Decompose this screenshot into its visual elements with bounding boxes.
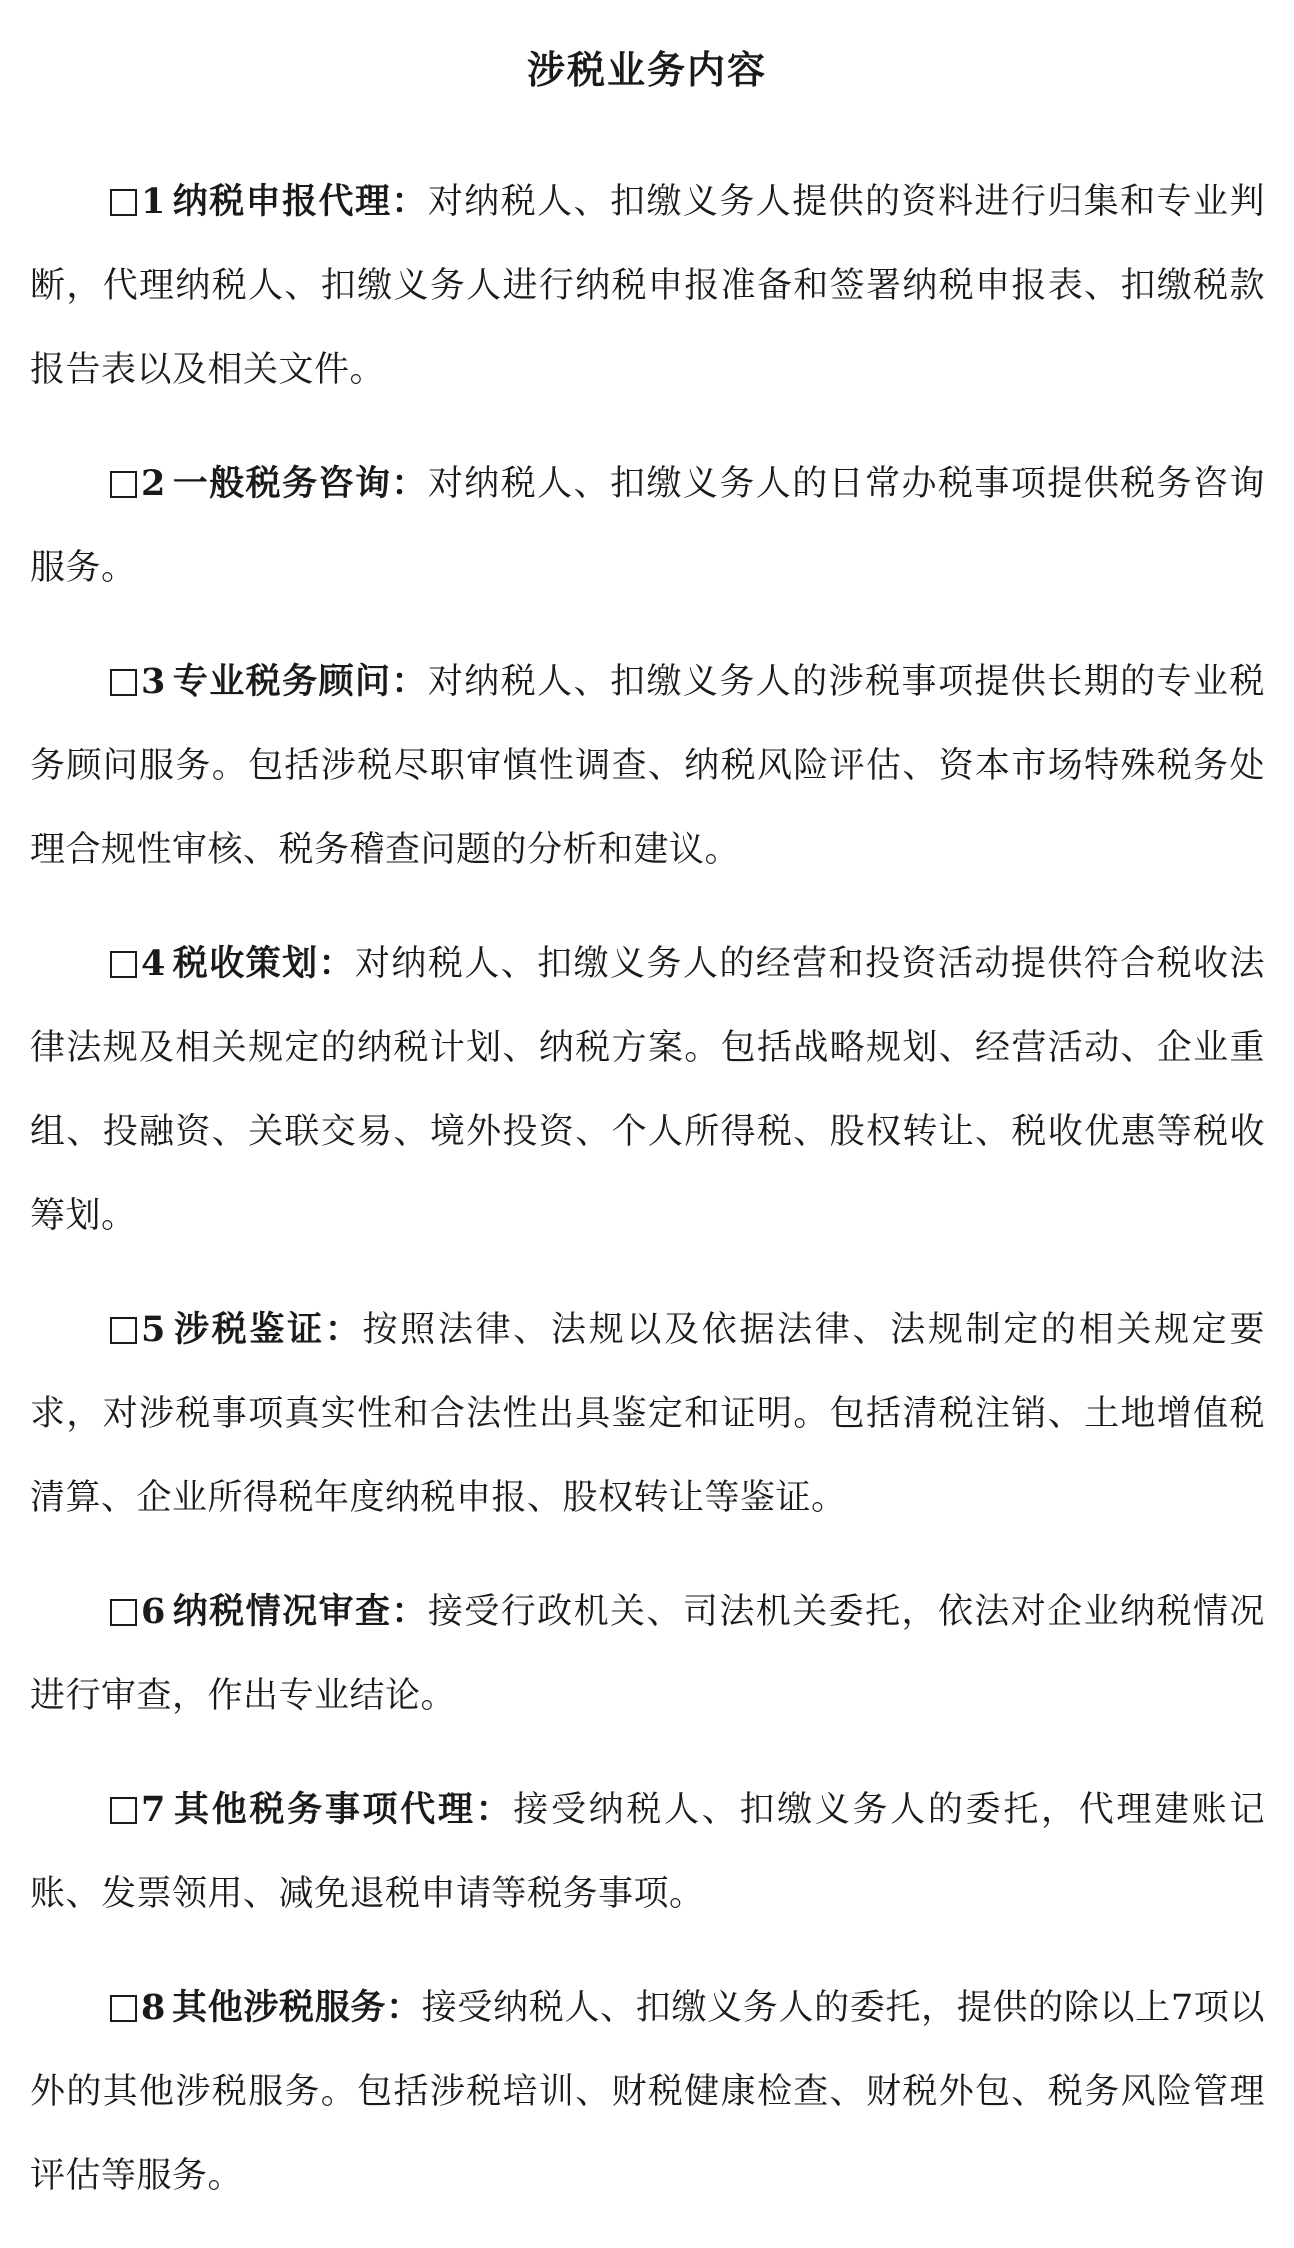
item-title: 纳税情况审查： <box>171 1591 428 1632</box>
service-item <box>30 1966 1265 2218</box>
item-title: 一般税务咨询： <box>171 463 428 504</box>
checkbox[interactable] <box>110 1797 137 1824</box>
checkbox[interactable] <box>110 1599 137 1626</box>
item-number: 7 <box>141 1789 166 1830</box>
item-title: 专业税务顾问： <box>171 661 428 702</box>
item-number: 4 <box>141 943 166 984</box>
item-description: 对纳税人、扣缴义务人的日常办税事项提供税务咨询服务。 <box>30 464 1265 588</box>
item-description: 对纳税人、扣缴义务人提供的资料进行归集和专业判断，代理纳税人、扣缴义务人进行纳税申报准备和签署纳税申报表、扣缴税款报告表以及相关文件。 <box>30 182 1265 390</box>
item-description: 接受纳税人、扣缴义务人的委托，代理建账记账、发票领用、减免退税申请等税务事项。 <box>30 1790 1265 1914</box>
item-description: 对纳税人、扣缴义务人的涉税事项提供长期的专业税务顾问服务。包括涉税尽职审慎性调查、纳税风险评估、资本市场特殊税务处理合规性审核、税务稽查问题的分析和建议。 <box>30 662 1265 870</box>
service-item <box>30 1570 1265 1738</box>
service-item <box>30 160 1265 412</box>
checkbox[interactable] <box>110 189 137 216</box>
item-description: 接受行政机关、司法机关委托，依法对企业纳税情况进行审查，作出专业结论。 <box>30 1592 1265 1716</box>
item-title: 涉税鉴证： <box>171 1309 363 1350</box>
checkbox[interactable] <box>110 1317 137 1344</box>
checkbox[interactable] <box>110 1995 137 2022</box>
document-title: 涉税业务内容 <box>526 47 767 92</box>
item-title: 纳税申报代理： <box>171 181 428 222</box>
service-item <box>30 442 1265 610</box>
item-title: 其他涉税服务： <box>171 1987 422 2028</box>
item-title: 税收策划： <box>171 943 355 984</box>
item-description: 接受纳税人、扣缴义务人的委托，提供的除以上7项以外的其他涉税服务。包括涉税培训、财税健康检查、财税外包、税务风险管理评估等服务。 <box>30 1988 1265 2196</box>
item-description: 对纳税人、扣缴义务人的经营和投资活动提供符合税收法律法规及相关规定的纳税计划、纳税方案。包括战略规划、经营活动、企业重组、投融资、关联交易、境外投资、个人所得税、股权转让、税收优惠等税收筹划。 <box>30 944 1265 1236</box>
item-title: 其他税务事项代理： <box>171 1789 514 1830</box>
item-number: 2 <box>141 463 166 504</box>
item-number: 1 <box>141 181 166 222</box>
item-number: 8 <box>141 1987 166 2028</box>
item-number: 6 <box>141 1591 166 1632</box>
item-description: 按照法律、法规以及依据法律、法规制定的相关规定要求，对涉税事项真实性和合法性出具鉴定和证明。包括清税注销、土地增值税清算、企业所得税年度纳税申报、股权转让等鉴证。 <box>30 1310 1265 1518</box>
service-item-list <box>30 160 1265 2248</box>
checkbox[interactable] <box>110 951 137 978</box>
service-item <box>30 640 1265 892</box>
item-number: 3 <box>141 661 166 702</box>
service-item <box>30 1768 1265 1936</box>
service-item <box>30 922 1265 1258</box>
checkbox[interactable] <box>110 669 137 696</box>
checkbox[interactable] <box>110 471 137 498</box>
service-item <box>30 1288 1265 1540</box>
item-number: 5 <box>141 1309 166 1350</box>
